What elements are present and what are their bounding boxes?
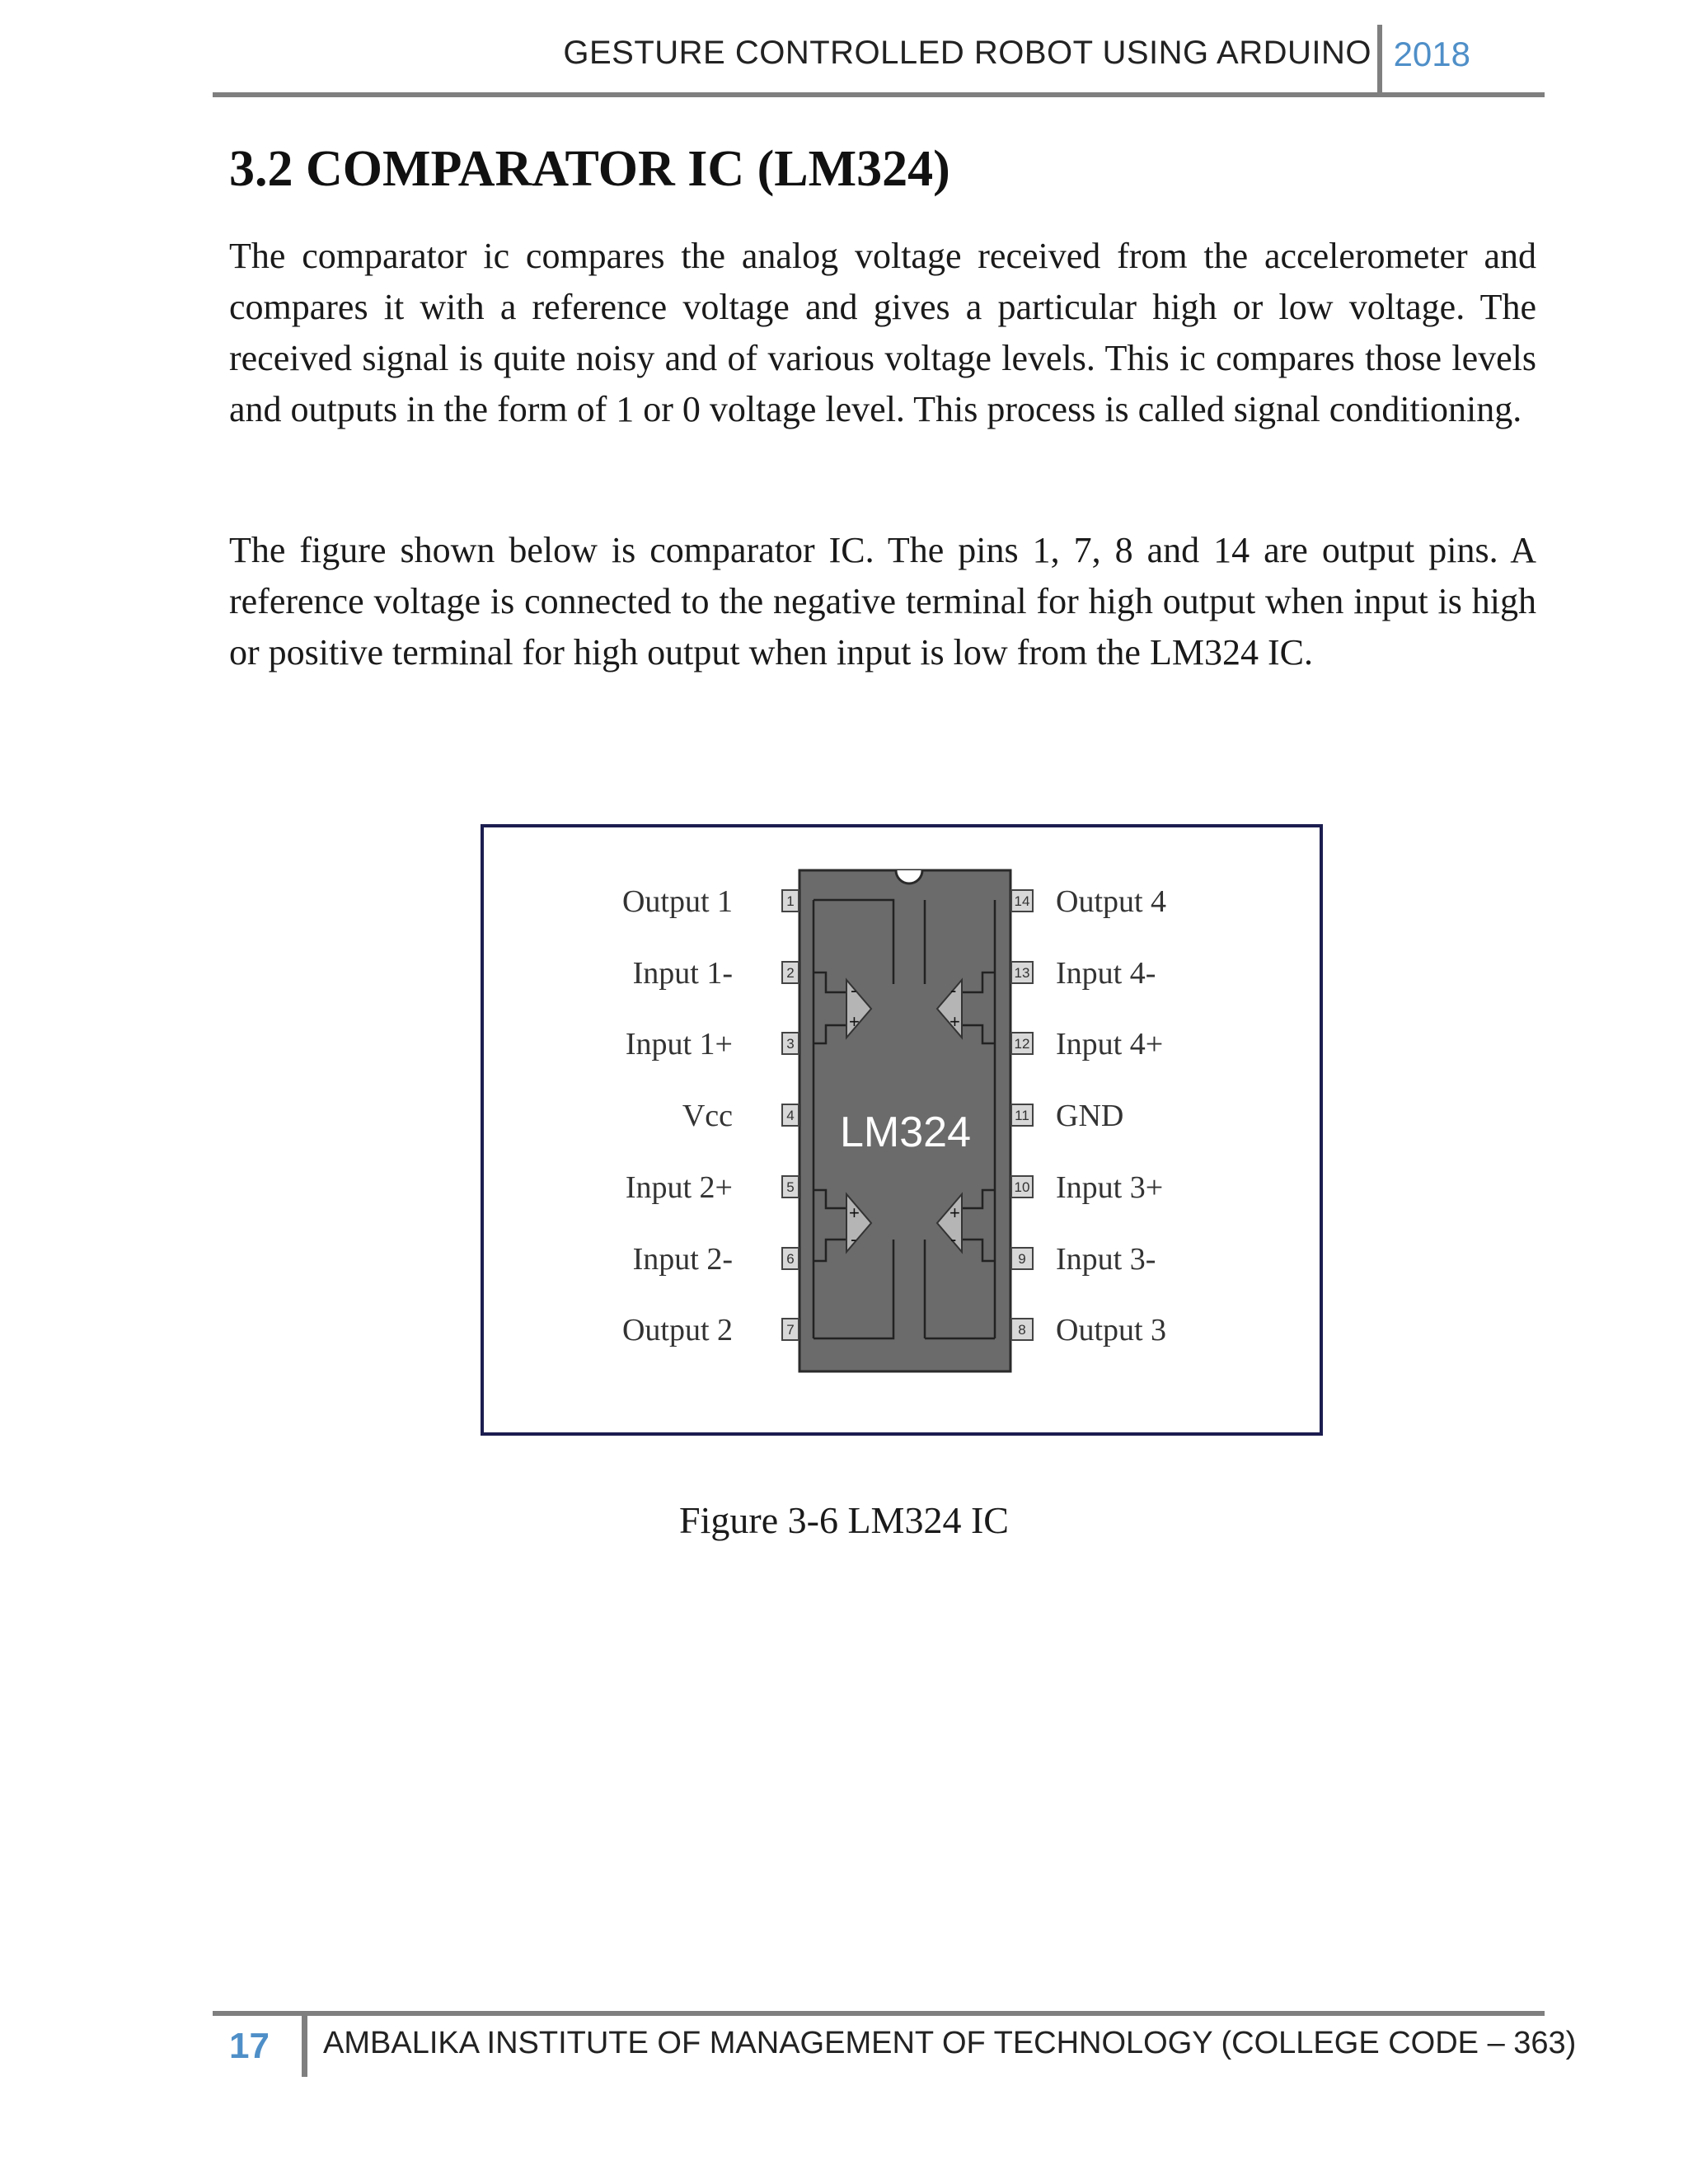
pin-label-3: Input 1+ — [625, 1027, 733, 1062]
pin-num-1: 1 — [786, 893, 795, 909]
pin-label-12: Input 4+ — [1056, 1027, 1164, 1062]
opamp-1-minus: - — [851, 980, 857, 1001]
page-footer — [213, 2011, 1577, 2093]
pin-label-9: Input 3- — [1056, 1242, 1156, 1277]
opamp-4-plus: + — [950, 1011, 960, 1032]
footer-text: AMBALIKA INSTITUTE OF MANAGEMENT OF TECHNOLOGY (COLLEGE CODE – 363) — [323, 2026, 1577, 2060]
pin-num-7: 7 — [786, 1322, 795, 1338]
pin-num-13: 13 — [1014, 965, 1030, 981]
pin-label-5: Input 2+ — [625, 1170, 733, 1205]
pin-num-8: 8 — [1018, 1322, 1026, 1338]
pin-num-12: 12 — [1014, 1036, 1030, 1052]
page-header — [213, 25, 1545, 97]
pin-num-9: 9 — [1018, 1251, 1026, 1267]
section-heading: 3.2 COMPARATOR IC (LM324) — [229, 141, 950, 197]
header-title: GESTURE CONTROLLED ROBOT USING ARDUINO — [563, 35, 1372, 71]
pin-num-10: 10 — [1014, 1179, 1030, 1195]
opamp-3-minus: - — [950, 1229, 957, 1249]
opamp-2-minus: - — [851, 1229, 857, 1249]
page-number: 17 — [229, 2026, 270, 2066]
pin-label-13: Input 4- — [1056, 956, 1156, 991]
pin-label-7: Output 2 — [621, 1313, 733, 1347]
opamp-3-plus: + — [950, 1202, 960, 1223]
pin-num-5: 5 — [786, 1179, 795, 1195]
opamp-4-minus: - — [950, 980, 957, 1001]
pin-label-4: Vcc — [682, 1099, 733, 1133]
pin-label-11: GND — [1056, 1099, 1124, 1133]
pin-num-4: 4 — [786, 1108, 795, 1123]
opamp-2-plus: + — [849, 1202, 860, 1223]
pin-label-1: Output 1 — [621, 884, 733, 919]
pin-num-6: 6 — [786, 1251, 795, 1267]
pin-label-10: Input 3+ — [1056, 1170, 1164, 1205]
chip-name: LM324 — [840, 1108, 971, 1156]
footer-rule — [213, 2011, 1545, 2016]
paragraph-1: The comparator ic compares the analog voltage received from the accelerometer and compares it with a reference voltage and gives a particular high or low voltage. The received signal is quite noisy and of various voltage levels. This ic compares those levels and outputs in the form of 1 or 0 voltage level. This process is called signal conditioning. — [229, 236, 1536, 429]
pin-label-14: Output 4 — [1056, 884, 1167, 919]
header-year: 2018 — [1393, 35, 1470, 73]
pin-label-2: Input 1- — [632, 956, 733, 991]
pin-num-2: 2 — [786, 965, 795, 981]
footer-separator — [302, 2016, 307, 2077]
pin-num-14: 14 — [1014, 893, 1030, 909]
opamp-1-plus: + — [849, 1011, 860, 1032]
header-separator — [1377, 25, 1382, 92]
pin-num-3: 3 — [786, 1036, 795, 1052]
header-rule — [213, 92, 1545, 97]
lm324-pinout-figure — [481, 824, 1323, 1436]
paragraph-2: The figure shown below is comparator IC. The pins 1, 7, 8 and 14 are output pins. A reference voltage is connected to the negative terminal for high output when input is high or positive terminal for high output when input is low from the LM324 IC. — [229, 530, 1536, 673]
pin-label-6: Input 2- — [632, 1242, 733, 1277]
figure-caption: Figure 3-6 LM324 IC — [679, 1499, 1009, 1541]
pin-label-8: Output 3 — [1056, 1313, 1167, 1347]
pin-num-11: 11 — [1015, 1108, 1029, 1123]
